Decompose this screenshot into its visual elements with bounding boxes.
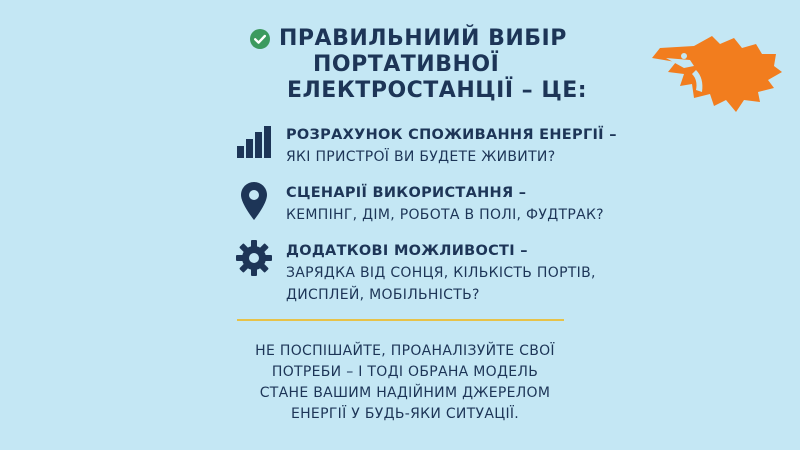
item-description: ЯКІ ПРИСТРОЇ ВИ БУДЕТЕ ЖИВИТИ? [286,149,556,165]
bar-chart-icon [237,126,271,158]
title-line-1: ПРАВИЛЬНИИЙ ВИБІР [279,26,567,51]
list-item [236,124,617,168]
check-circle-icon [250,29,270,49]
footer-line: НЕ ПОСПІШАЙТЕ, ПРОАНАЛІЗУЙТЕ СВОЇ [255,343,555,359]
eagle-logo [650,36,782,112]
location-pin-icon [241,182,267,220]
footer-line: ЕНЕРГІЇ У БУДЬ-ЯКИ СИТУАЦІЇ. [290,406,520,422]
gear-icon [236,240,272,276]
list-item [236,182,604,226]
item-heading: ДОДАТКОВІ МОЖЛИВОСТІ – [286,243,528,259]
item-description: ЗАРЯДКА ВІД СОНЦЯ, КІЛЬКІСТЬ ПОРТІВ, [286,265,596,281]
footer-line: СТАНЕ ВАШИМ НАДІЙНИМ ДЖЕРЕЛОМ [259,385,551,401]
divider [237,319,564,321]
list-item [236,240,596,306]
item-description: ДИСПЛЕЙ, МОБІЛЬНІСТЬ? [286,287,480,303]
title-line-2: ПОРТАТИВНОЇ [313,52,500,77]
title-line-3: ЕЛЕКТРОСТАНЦІЇ – ЦЕ: [287,78,588,103]
item-description: КЕМПІНГ, ДІМ, РОБОТА В ПОЛІ, ФУДТРАК? [286,207,604,223]
footer-line: ПОТРЕБИ – І ТОДІ ОБРАНА МОДЕЛЬ [271,364,539,380]
item-heading: СЦЕНАРІЇ ВИКОРИСТАННЯ – [286,185,527,201]
page-title [250,26,588,104]
item-heading: РОЗРАХУНОК СПОЖИВАННЯ ЕНЕРГІЇ – [286,127,617,143]
footer-text [240,341,570,425]
